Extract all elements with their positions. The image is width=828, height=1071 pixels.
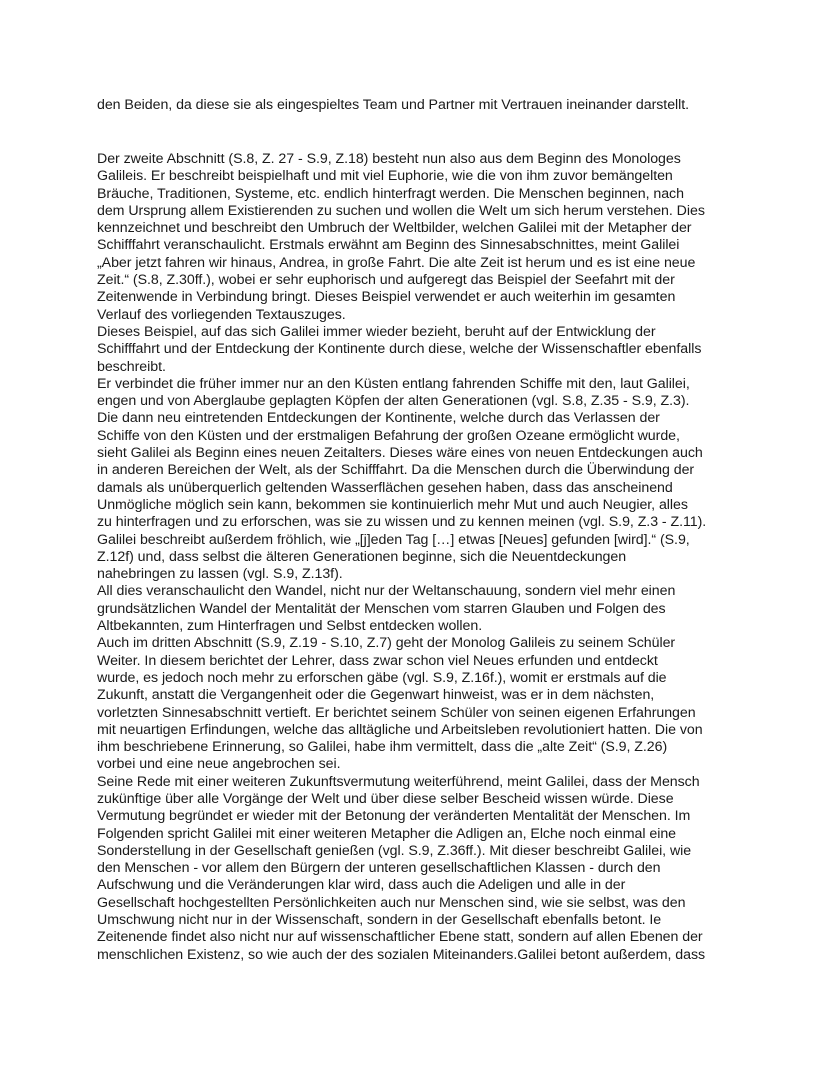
text-line: den Menschen - vor allem den Bürgern der unteren gesellschaftlichen Klassen - durch den xyxy=(97,860,661,877)
text-line: Schiffe von den Küsten und der erstmaligen Befahrung der großen Ozeane ermöglicht wurde, xyxy=(97,427,680,444)
text-line: All dies veranschaulicht den Wandel, nicht nur der Weltanschauung, sondern viel mehr einen xyxy=(97,583,676,600)
text-line: „Aber jetzt fahren wir hinaus, Andrea, in große Fahrt. Die alte Zeit ist herum und es ist eine neue xyxy=(97,254,696,271)
text-line: Zukunft, anstatt die Vergangenheit oder die Gegenwart hinweist, was er in dem nächsten, xyxy=(97,687,655,704)
text-line: Er verbindet die früher immer nur an den Küsten entlang fahrenden Schiffe mit den, laut Galilei, xyxy=(97,375,690,392)
text-line: ihm beschriebene Erinnerung, so Galilei, habe ihm vermittelt, dass die „alte Zeit“ (S.9, Z.26) xyxy=(97,739,668,756)
text-line: Sonderstellung in der Gesellschaft genießen (vgl. S.9, Z.36ff.). Mit dieser beschreibt Galilei, wie xyxy=(97,842,692,859)
text-line: Umschwung nicht nur in der Wissenschaft, sondern in der Gesellschaft ebenfalls betont. Ie xyxy=(97,912,662,929)
text-line: Z.12f) und, dass selbst die älteren Generationen beginne, sich die Neuentdeckungen xyxy=(97,548,627,565)
text-line: Seine Rede mit einer weiteren Zukunftsvermutung weiterführend, meint Galilei, dass der Mensch xyxy=(97,773,700,790)
text-line: Gesellschaft hochgestellten Persönlichkeiten auch nur Menschen sind, wie sie selbst, was den xyxy=(97,894,686,911)
text-line: menschlichen Existenz, so wie auch der des sozialen Miteinanders.Galilei betont außerdem, dass xyxy=(97,946,706,963)
text-line: beschreibt. xyxy=(97,358,166,375)
text-line: nahebringen zu lassen (vgl. S.9, Z.13f). xyxy=(97,566,343,583)
text-line: in anderen Bereichen der Welt, als der Schifffahrt. Da die Menschen durch die Überwindung der xyxy=(97,462,695,479)
text-line: wurde, es jedoch noch mehr zu erforschen gäbe (vgl. S.9, Z.16f.), womit er erstmals auf die xyxy=(97,669,667,686)
text-line: den Beiden, da diese sie als eingespieltes Team und Partner mit Vertrauen ineinander darstellt. xyxy=(97,97,690,113)
text-line: vorbei und eine neue angebrochen sei. xyxy=(97,756,341,773)
text-line: zukünftige über alle Vorgänge der Welt und über diese selber Bescheid wissen würde. Diese xyxy=(97,790,674,807)
carryover-line xyxy=(97,97,747,114)
text-line: Zeit.“ (S.8, Z.30ff.), wobei er sehr euphorisch und aufgeregt das Beispiel der Seefahrt mit der xyxy=(97,272,675,289)
text-line: Auch im dritten Abschnitt (S.9, Z.19 - S.10, Z.7) geht der Monolog Galileis zu seinem Schüler xyxy=(97,635,676,652)
text-line: Vermutung begründet er wieder mit der Betonung der veränderten Mentalität der Menschen. Im xyxy=(97,808,691,825)
text-line: Schifffahrt und der Entdeckung der Kontinente durch diese, welche der Wissenschaftler ebenfalls xyxy=(97,341,702,358)
text-line: kennzeichnet und beschreibt den Umbruch der Weltbilder, welchen Galilei mit der Metapher der xyxy=(97,220,692,237)
text-line: Bräuche, Traditionen, Systeme, etc. endlich hinterfragt werden. Die Menschen beginnen, nach xyxy=(97,185,684,202)
text-line: Verlauf des vorliegenden Textauszuges. xyxy=(97,306,346,323)
text-line: Unmögliche möglich sein kann, bekommen sie kontinuierlich mehr Mut und auch Neugier, alles xyxy=(97,496,688,513)
text-line: Die dann neu eintretenden Entdeckungen der Kontinente, welche durch das Verlassen der xyxy=(97,410,660,427)
text-line: dem Ursprung allem Existierenden zu suchen und wollen die Welt um sich herum verstehen. Dies xyxy=(97,202,705,219)
text-line: Folgenden spricht Galilei mit einer weiteren Metapher die Adligen an, Elche noch einmal eine xyxy=(97,825,676,842)
text-line: Zeitenende findet also nicht nur auf wissenschaftlicher Ebene statt, sondern auf allen Ebenen der xyxy=(97,929,703,946)
body-text xyxy=(97,151,747,964)
text-line: zu hinterfragen und zu erforschen, was sie zu wissen und zu kennen meinen (vgl. S.9, Z.3 - Z.11). xyxy=(97,514,707,531)
text-line: sieht Galilei als Beginn eines neuen Zeitalters. Dieses wäre eines von neuen Entdeckungen auch xyxy=(97,445,703,462)
text-line: mit neuartigen Erfindungen, welche das alltägliche und Arbeitsleben revolutioniert hatten. Die von xyxy=(97,721,703,738)
text-line: Galileis. Er beschreibt beispielhaft und mit viel Euphorie, wie die von ihm zuvor bemängelten xyxy=(97,168,673,185)
text-line: Schifffahrt veranschaulicht. Erstmals erwähnt am Beginn des Sinnesabschnittes, meint Galilei xyxy=(97,237,680,254)
text-line: damals als unüberquerlich geltenden Wasserflächen gesehen haben, dass das anscheinend xyxy=(97,479,673,496)
text-line: grundsätzlichen Wandel der Mentalität der Menschen vom starren Glauben und Folgen des xyxy=(97,600,666,617)
text-line: Altbekannten, zum Hinterfragen und Selbst entdecken wollen. xyxy=(97,618,483,635)
text-line: Zeitenwende in Verbindung bringt. Dieses Beispiel verwendet er auch weiterhin im gesamten xyxy=(97,289,676,306)
text-line: Dieses Beispiel, auf das sich Galilei immer wieder bezieht, beruht auf der Entwicklung der xyxy=(97,323,656,340)
text-line: Galilei beschreibt außerdem fröhlich, wie „[j]eden Tag […] etwas [Neues] gefunden [wird].“ (S.9, xyxy=(97,531,690,548)
text-line: vorletzten Sinnesabschnitt vertieft. Er berichtet seinem Schüler von seinen eigenen Erfahrungen xyxy=(97,704,696,721)
text-line: Weiter. In diesem berichtet der Lehrer, dass zwar schon viel Neues erfunden und entdeckt xyxy=(97,652,658,669)
text-line: engen und von Aberglaube geplagten Köpfen der alten Generationen (vgl. S.8, Z.35 - S.9, Z.3). xyxy=(97,393,690,410)
text-line: Der zweite Abschnitt (S.8, Z. 27 - S.9, Z.18) besteht nun also aus dem Beginn des Monologes xyxy=(97,151,681,167)
text-line: Aufschwung und die Veränderungen klar wird, dass auch die Adeligen und alle in der xyxy=(97,877,626,894)
